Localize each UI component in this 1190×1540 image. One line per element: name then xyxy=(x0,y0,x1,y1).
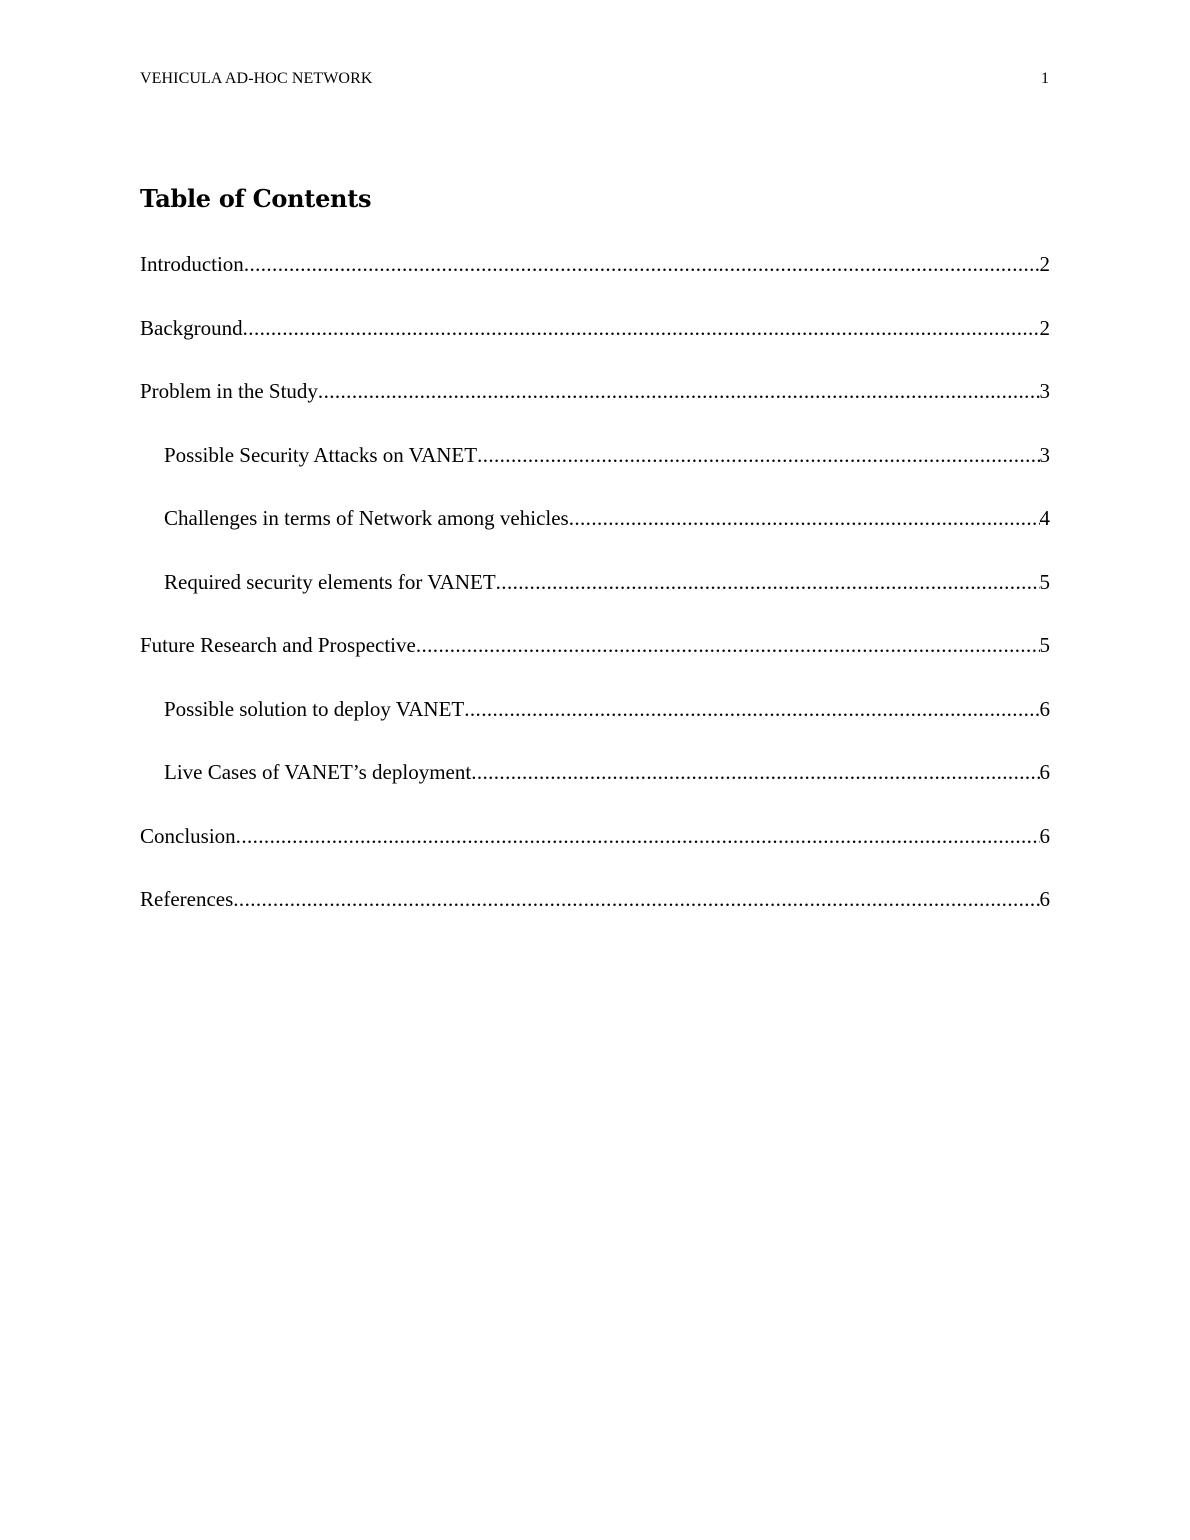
toc-entry-page: 6 xyxy=(1039,760,1050,784)
toc-dot-leader xyxy=(243,312,1040,344)
toc-entry-page: 4 xyxy=(1039,506,1050,530)
toc-dot-leader xyxy=(236,820,1040,852)
toc-entry-page: 6 xyxy=(1039,823,1050,848)
toc-entry-label: Future Research and Prospective xyxy=(140,633,416,657)
toc-entry-background[interactable] xyxy=(140,312,1050,376)
toc-dot-leader xyxy=(318,375,1040,407)
toc-entry-page: 3 xyxy=(1039,379,1050,403)
toc-entry-label: Challenges in terms of Network among vehicles xyxy=(164,506,569,530)
toc-dot-leader xyxy=(496,566,1040,598)
toc-entry-label: Possible solution to deploy VANET xyxy=(164,696,465,721)
toc-dot-leader xyxy=(477,439,1039,471)
toc-dot-leader xyxy=(416,629,1040,661)
toc-dot-leader xyxy=(244,248,1040,280)
table-of-contents xyxy=(140,248,1050,947)
toc-entry-label: Problem in the Study xyxy=(140,379,318,403)
toc-entry-label: Conclusion xyxy=(140,823,236,848)
toc-entry-label: Required security elements for VANET xyxy=(164,569,496,594)
toc-dot-leader xyxy=(233,883,1039,915)
toc-entry-page: 5 xyxy=(1039,569,1050,594)
toc-dot-leader xyxy=(569,502,1040,534)
toc-entry-conclusion[interactable] xyxy=(140,820,1050,884)
toc-entry-problem-in-the-study[interactable] xyxy=(140,375,1050,439)
toc-entry-introduction[interactable] xyxy=(140,248,1050,312)
toc-entry-page: 2 xyxy=(1039,315,1050,340)
toc-dot-leader xyxy=(471,756,1039,788)
toc-entry-possible-security-attacks[interactable] xyxy=(140,439,1050,503)
toc-dot-leader xyxy=(464,693,1039,725)
toc-entry-label: Live Cases of VANET’s deployment xyxy=(164,760,472,784)
toc-entry-label: References xyxy=(140,887,234,911)
running-head: VEHICULA AD-HOC NETWORK xyxy=(140,70,373,87)
toc-title: Table of Contents xyxy=(140,184,372,213)
toc-entry-page: 6 xyxy=(1039,887,1050,911)
toc-entry-page: 6 xyxy=(1039,696,1050,721)
toc-entry-live-cases[interactable] xyxy=(140,756,1050,820)
toc-entry-label: Introduction xyxy=(140,252,244,276)
page-number: 1 xyxy=(1041,70,1049,87)
toc-entry-label: Possible Security Attacks on VANET xyxy=(164,442,478,467)
toc-entry-page: 5 xyxy=(1039,633,1050,657)
toc-entry-future-research[interactable] xyxy=(140,629,1050,693)
toc-entry-references[interactable] xyxy=(140,883,1050,947)
toc-entry-page: 3 xyxy=(1039,442,1050,467)
toc-entry-network-challenges[interactable] xyxy=(140,502,1050,566)
toc-entry-required-security-elements[interactable] xyxy=(140,566,1050,630)
toc-entry-possible-solution[interactable] xyxy=(140,693,1050,757)
toc-entry-page: 2 xyxy=(1039,252,1050,276)
toc-entry-label: Background xyxy=(140,315,243,340)
